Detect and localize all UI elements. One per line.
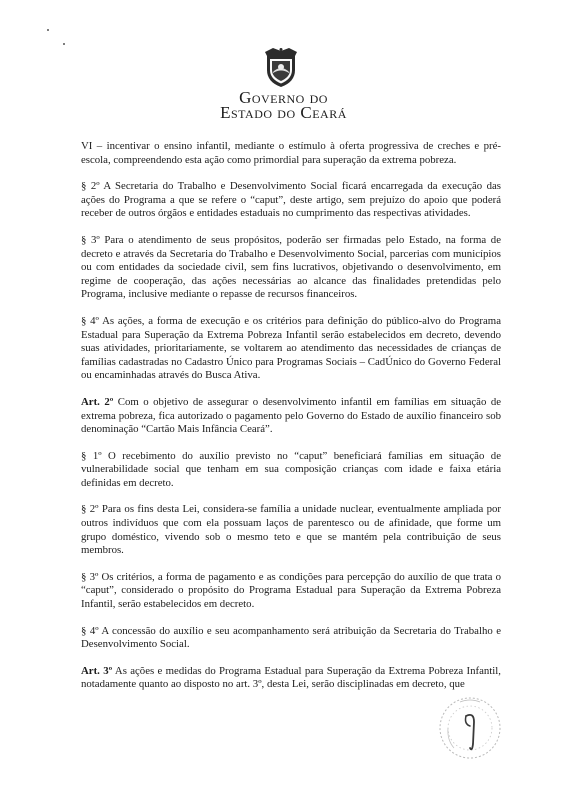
paragraph xyxy=(81,315,501,383)
article-label: Art. 2º xyxy=(81,395,114,408)
paragraph xyxy=(81,396,501,437)
paragraph-text: § 2º Para os fins desta Lei, considera-se família a unidade nuclear, eventualmente ampliada por outros indivíduos que com ela possuam laços de parentesco ou de afinidade, que forme um grupo doméstico, vivendo sob o mesmo teto e que se mantém pela contribuição de seus membros. xyxy=(81,503,501,557)
paragraph-text: § 3º Para o atendimento de seus propósitos, poderão ser firmadas pelo Estado, na forma de decreto e através da Secretaria do Trabalho e Desenvolvimento Social, parcerias com municípios ou com entidades da sociedade civil, sem fins lucrativos, objetivando o desenvolvimento, em regime de cooperação, das ações necessárias ao alcance das finalidades pretendidas pelo Programa, inclusive mediante o repasse de recursos financeiros. xyxy=(81,233,501,301)
paragraph-text: Com o objetivo de assegurar o desenvolvimento infantil em famílias em situação de extrema pobreza, fica autorizado o pagamento pelo Governo do Estado de auxílio financeiro sob denominação “Cartão Mais Infância Ceará”. xyxy=(81,395,502,436)
government-title-line1: Governo do xyxy=(239,88,328,107)
paragraph-text: § 4º A concessão do auxílio e seu acompanhamento será atribuição da Secretaria do Trabalho e Desenvolvimento Social. xyxy=(81,624,501,651)
paragraph xyxy=(81,234,501,302)
paragraph xyxy=(81,503,501,557)
article-label: Art. 3º xyxy=(81,664,113,677)
paragraph xyxy=(81,140,501,167)
paragraph-text: § 4º As ações, a forma de execução e os critérios para definição do público-alvo do Programa Estadual para Superação da Extrema Pobreza Infantil serão estabelecidos em decreto, devendo suas atividades, prioritariamente, se voltarem ao atendimento das necessidades de crianças de famílias cadastradas no Cadastro Único para Programas Sociais – CadÚnico do Governo Federal ou encaminhadas através do Busca Ativa. xyxy=(81,314,501,382)
paragraph-text: § 2º A Secretaria do Trabalho e Desenvolvimento Social ficará encarregada da execução das ações do Programa a que se refere o “caput”, deste artigo, sem prejuízo do apoio que poderá receber de outros órgãos e entidades estaduais no cumprimento das respectivas atividades. xyxy=(81,180,501,220)
paragraph-text: VI – incentivar o ensino infantil, mediante o estímulo à oferta progressiva de creches e pré-escola, compreendendo esta ação como primordial para superação da extrema pobreza. xyxy=(81,140,501,166)
scan-speck xyxy=(63,43,65,45)
government-title-line2: Estado do Ceará xyxy=(220,103,347,122)
paragraph xyxy=(81,450,501,491)
paragraph-text: § 1º O recebimento do auxílio previsto no “caput” beneficiará famílias em situação de vulnerabilidade social que tenham em sua composição crianças com idade e faixa etária definidas em decreto. xyxy=(81,449,501,489)
paragraph-text: § 3º Os critérios, a forma de pagamento e as condições para percepção do auxílio de que trata o “caput”, considerado o propósito do Programa Estadual para Superação da Extrema Pobreza Infantil, serão estabelecidos em decreto. xyxy=(81,570,501,611)
paragraph xyxy=(81,571,501,612)
paragraph-text: As ações e medidas do Programa Estadual para Superação da Extrema Pobreza Infantil, notadamente quanto ao disposto no art. 3º, desta Lei, serão disciplinadas em decreto, que xyxy=(81,664,502,691)
ceara-coat-of-arms-icon xyxy=(259,46,303,90)
scan-speck xyxy=(47,29,49,31)
document-body xyxy=(81,140,501,705)
round-seal-stamp-icon xyxy=(430,688,510,768)
paragraph xyxy=(81,625,501,652)
paragraph xyxy=(81,180,501,221)
